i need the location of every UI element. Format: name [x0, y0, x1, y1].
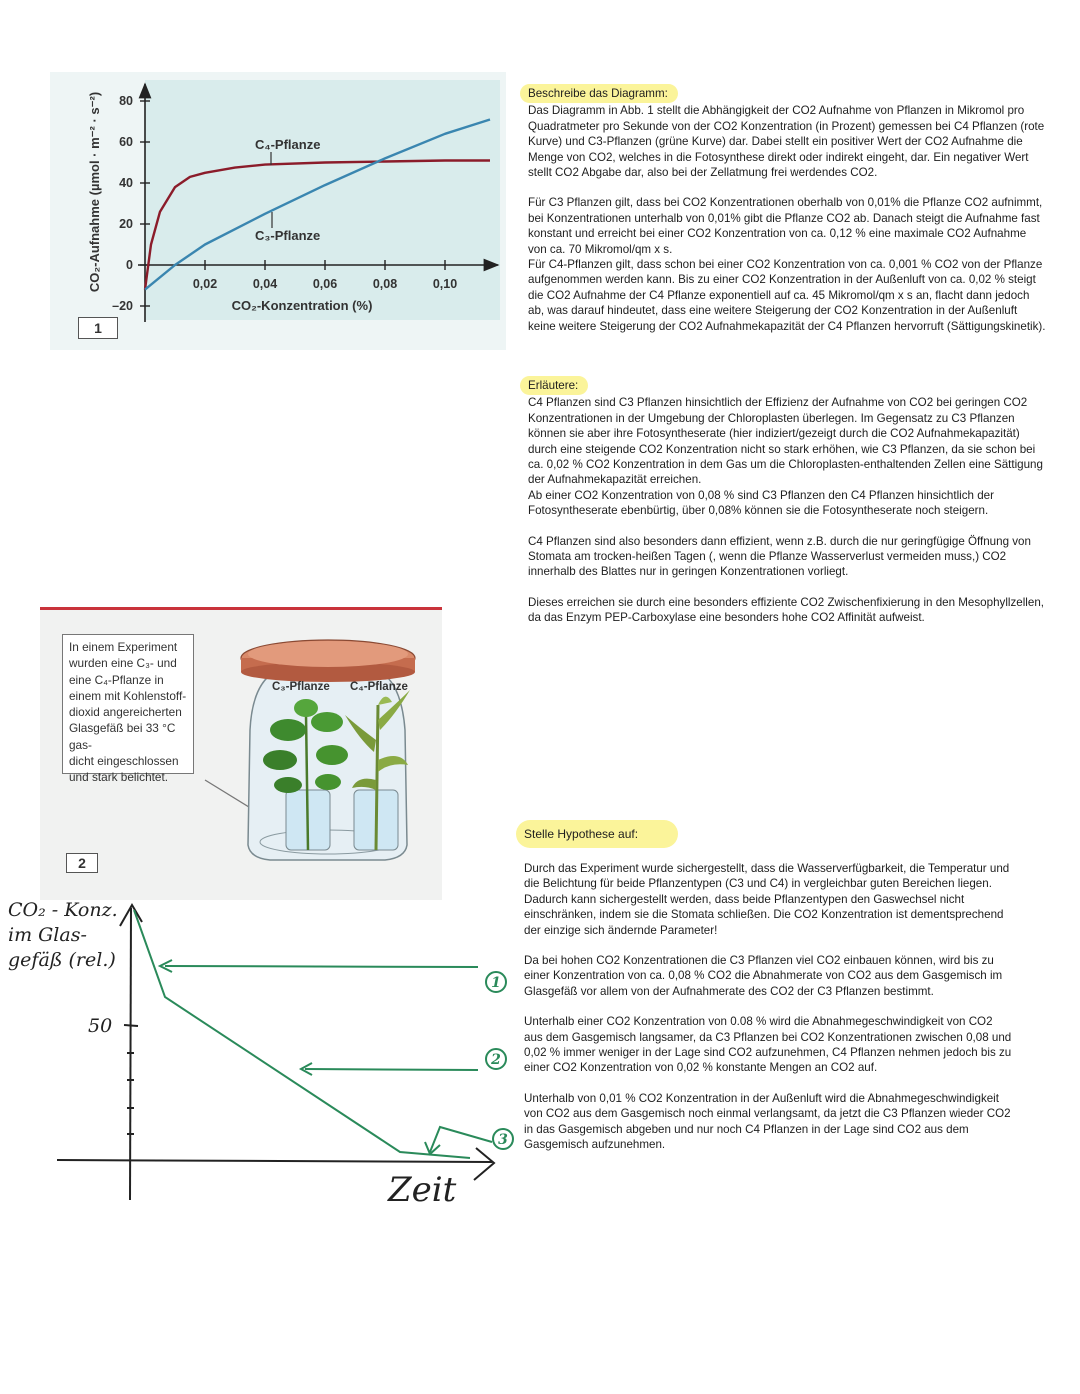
x-tick-label: 0,04: [252, 277, 278, 291]
callout-line: und stark belichtet.: [69, 770, 169, 785]
section-explain-p3: C4 Pflanzen sind also besonders dann effizient, wenn z.B. durch die nur geringfügige Öffnung von Stomata am trocken-heißen Tagen (, wenn die Pflanze Wasserverlust vermeiden muss,) CO2 innerhalb des Blattes nur in geringen Konzentrationen vorliegt.: [528, 534, 1031, 579]
callout-line: Glasgefäß bei 33 °C gas-: [69, 721, 176, 752]
section-hypothesis-heading-wrap: [516, 820, 678, 848]
marker-3: 3: [492, 1128, 514, 1150]
sketch-y-label-line: gefäß (rel.): [8, 949, 116, 971]
marker-2: 2: [485, 1048, 507, 1070]
sketch-y-tick-label: 50: [88, 1015, 113, 1037]
x-tick-label: 0,08: [372, 277, 398, 291]
c3-series-label: C₃-Pflanze: [255, 228, 321, 243]
y-tick-label: 80: [119, 94, 133, 108]
section-describe-p1: Das Diagramm in Abb. 1 stellt die Abhängigkeit der CO2 Aufnahme von Pflanzen in Mikromol pro Quadratmeter pro Sekunde von der CO2 Konzentration (in Prozent) gemessen bei C4 Pflanzen (rote Kurve) und C3-Pflanzen (grüne Kurve) dar. Dabei stellt ein positiver Wert der CO2 Aufnahme die Menge von CO2, welches in die Fotosynthese direkt oder indirekt eingeht, dar. Ein negativer Wert stellt CO2 Abgabe dar, also bei der Zellatmung frei werdendes CO2.: [528, 104, 1045, 180]
callout-line: In einem Experiment: [69, 640, 178, 654]
section-explain: [528, 376, 1048, 641]
y-tick-label: –20: [112, 299, 133, 313]
c3-jar-label: C₃-Pflanze: [272, 681, 330, 693]
section-explain-p4: Dieses erreichen sie durch eine besonders effiziente CO2 Zwischenfixierung in den Mesophyllzellen, da das Enzym PEP-Carboxylase eine besonders hohe CO2 Affinität aufweist.: [528, 595, 1044, 625]
y-tick-label: 60: [119, 135, 133, 149]
callout-line: wurden eine C₃- und: [69, 656, 177, 671]
c4-jar-label: C₄-Pflanze: [350, 681, 408, 693]
section-describe: [528, 84, 1048, 349]
section-describe-heading: Beschreibe das Diagramm:: [520, 84, 678, 103]
sketch-y-label-line: im Glas-: [8, 924, 87, 946]
section-explain-heading: Erläutere:: [520, 376, 588, 395]
y-tick-label: 40: [119, 176, 133, 190]
sketch-curve: [134, 910, 470, 1158]
y-tick-label: 0: [126, 258, 133, 272]
sketch-y-label: [8, 898, 118, 973]
section-hypothesis-p2: Da bei hohen CO2 Konzentrationen die C3 Pflanzen viel CO2 einbauen können, wird bis zu einer Konzentration von ca. 0,08 % CO2 die Abnahmerate von CO2 aus dem Gasgemisch im Glasgefäß vor allem von der Aufnahmerate des CO2 der C3 Pflanzen bestimmt.: [524, 954, 1003, 998]
section-hypothesis-p4: Unterhalb von 0,01 % CO2 Konzentration in der Außenluft wird die Abnahmegeschwindigkeit von CO2 aus dem Gasgemisch noch einmal verlangsamt, da jetzt die C3 Pflanzen wieder CO2 in das Gasgemisch abgeben und nur noch C4 Pflanzen in der Lage sind CO2 aus dem Gasgemisch aufzunehmen.: [524, 1091, 1011, 1152]
section-explain-p1: C4 Pflanzen sind C3 Pflanzen hinsichtlich der Effizienz der Aufnahme von CO2 bei geringen CO2 Konzentrationen in der Umgebung der Chloroplasten überlegen. Im Gegensatz zu C3 Pflanzen können sie aber ihre Fotosyntheserate (hier indiziert/gezeigt durch die CO2 Aufnahmekapazität) durch eine steigende CO2 Konzentration nicht so stark erhöhen, wie C3 Pflanzen, da sie schon bei ca. 0,02 % CO2 Konzentration in dem Gas um die Chloroplasten-enthaltenden Zellen eine Sättigung der Aufnahmekapazität erreichen.: [528, 396, 1043, 487]
x-tick-label: 0,10: [432, 277, 458, 291]
y-axis-label: CO₂-Aufnahme (µmol · m⁻² · s⁻²): [87, 91, 102, 293]
x-axis-label: CO₂-Konzentration (%): [231, 298, 373, 313]
sketch-x-axis: [57, 1160, 492, 1162]
callout-line: dicht eingeschlossen: [69, 754, 179, 769]
sketch-y-label-line: CO₂ - Konz.: [8, 899, 118, 921]
figure-1-number: 1: [78, 317, 118, 339]
section-hypothesis-p1: Durch das Experiment wurde sichergestellt, dass die Wasserverfügbarkeit, die Temperatur und die Belichtung für beide Pflanzentypen (C3 und C4) in vergleichbar guten Bereichen liegen. Dadurch kann sichergestellt werden, dass beide Pflanzentypen den Gaswechsel nicht einschränken, indem sie die Stomata schließen. Die CO2 Konzentration ist dementsprechend der einzige sich ändernde Parameter!: [524, 862, 1010, 937]
figure-2-number: 2: [66, 853, 98, 873]
section-describe-p2: Für C3 Pflanzen gilt, dass bei CO2 Konzentrationen oberhalb von 0,01% die Pflanze CO2 aufnimmt, bei Konzentrationen unterhalb von 0,01% gibt die Pflanze CO2 ab. Danach steigt die Aufnahme fast konstant und erreicht bei einer CO2 Konzentration von ca. 0,12 % eine maximale CO2 Aufnahme von ca. 70 Mikromol/qm x s.: [528, 196, 1043, 256]
x-tick-label: 0,06: [312, 277, 338, 291]
sketch-x-arrow: [474, 1148, 494, 1180]
figure-1-chart: [50, 72, 506, 350]
section-hypothesis: [524, 861, 1014, 1168]
c4-series-label: C₄-Pflanze: [255, 137, 321, 152]
sketch-x-label: Zeit: [388, 1170, 457, 1210]
section-hypothesis-heading: Stelle Hypothese auf:: [516, 820, 678, 848]
callout-line: eine C₄-Pflanze in: [69, 672, 164, 687]
section-describe-p3: Für C4-Pflanzen gilt, dass schon bei einer CO2 Konzentration von ca. 0,001 % CO2 von der Pflanze aufgenommen werden kann. Bis zu einer CO2 Konzentration in der Außenluft von ca. 0,02 % steigt die CO2 Aufnahme der C4 Pflanze exponentiell auf ca. 45 Mikromol/qm x s an, flacht dann jedoch ab, was darauf hindeutet, dass eine weitere Steigerung der CO2 Konzentration in der Außenluft keine weitere Steigerung der CO2 Aufnahmekapazität der C4 Pflanzen hervorruft (Sättigungskinetik).: [528, 258, 1046, 333]
section-explain-p2: Ab einer CO2 Konzentration von 0,08 % sind C3 Pflanzen den C4 Pflanzen hinsichtlich der Fotosyntheserate ebenbürtig, über 0,08% können sie die Fotosyntheserate noch steigern.: [528, 488, 994, 518]
y-tick-label: 20: [119, 217, 133, 231]
callout-line: einem mit Kohlenstoff-: [69, 688, 187, 703]
marker-1: 1: [485, 971, 507, 993]
experiment-callout: [62, 634, 194, 785]
callout-line: dioxid angereicherten: [69, 705, 182, 720]
x-tick-label: 0,02: [192, 277, 218, 291]
section-hypothesis-p3: Unterhalb einer CO2 Konzentration von 0.08 % wird die Abnahmegeschwindigkeit von CO2 aus dem Gasgemisch langsamer, da C3 Pflanzen bei CO2 Konzentrationen zwischen 0,08 und 0,02 % immer weniger in der Lage sind CO2 aufzunehmen, C4 Pflanzen nehmen jedoch bis zu einer CO2 Konzentration von 0,02 % konstante Mengen an CO2 auf.: [524, 1015, 1012, 1075]
